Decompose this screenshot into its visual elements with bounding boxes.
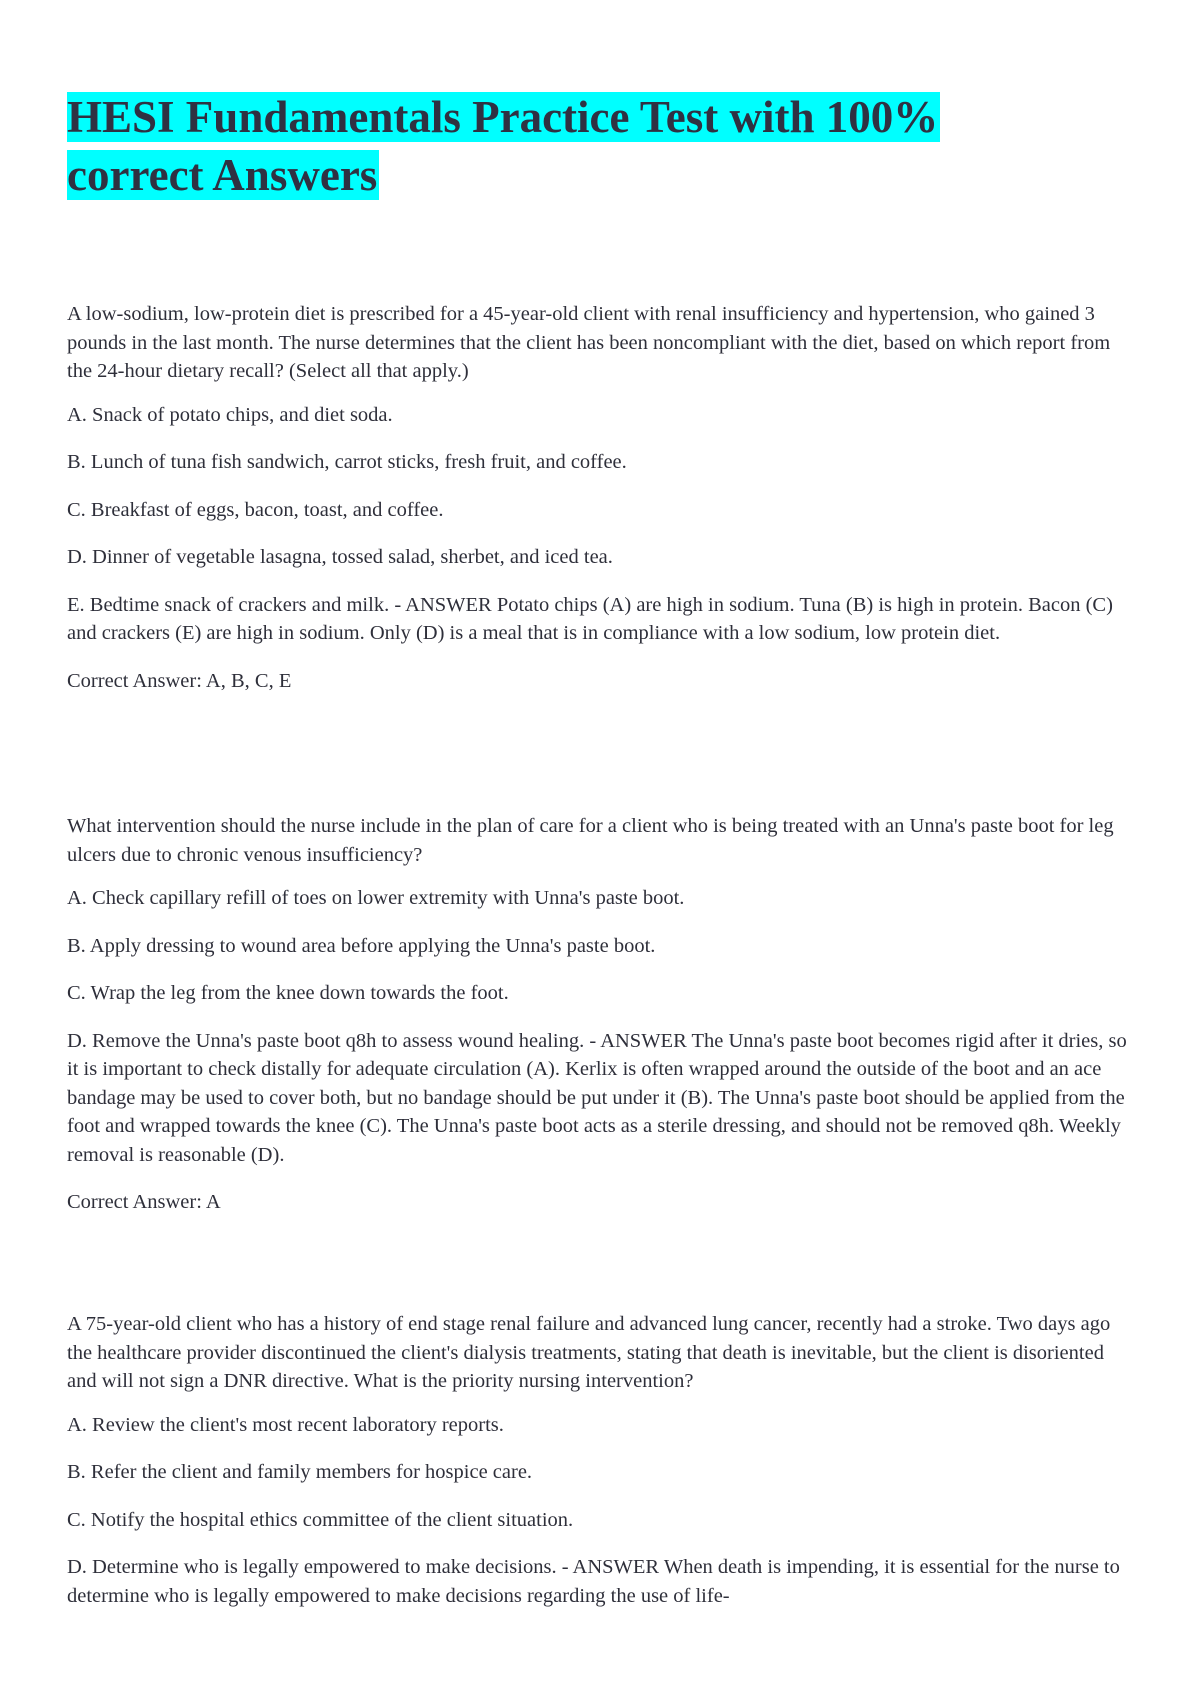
option-d-with-rationale: D. Remove the Unna's paste boot q8h to assess wound healing. - ANSWER The Unna's paste boot becomes rigid after it dries, so it is important to check distally for adequate circulation (A). Kerlix is often wrapped around the outside of the boot and an ace bandage may be used to cover both, but no bandage should be put under it (B). The Unna's paste boot should be applied from the foot and wrapped towards the knee (C). The Unna's paste boot acts as a sterile dressing, and should not be removed q8h. Weekly removal is reasonable (D).	[67, 1029, 1127, 1166]
question-stem: A low-sodium, low-protein diet is prescribed for a 45-year-old client with renal insufficiency and hypertension, who gained 3 pounds in the last month. The nurse determines that the client has been noncompliant with the diet, based on which report from the 24-hour dietary recall? (Select all that apply.)	[67, 303, 1111, 382]
option-e-with-rationale: E. Bedtime snack of crackers and milk. - ANSWER Potato chips (A) are high in sodium. Tuna (B) is high in protein. Bacon (C) and crackers (E) are high in sodium. Only (D) is a meal that is in compliance with a low sodium, low protein diet.	[67, 593, 1113, 644]
question-1	[67, 300, 1127, 695]
question-2	[67, 812, 1127, 1217]
option-b: B. Apply dressing to wound area before applying the Unna's paste boot.	[67, 934, 656, 957]
option-a: A. Review the client's most recent laboratory reports.	[67, 1413, 504, 1436]
option-c: C. Wrap the leg from the knee down towards the foot.	[67, 982, 509, 1004]
correct-answer: Correct Answer: A, B, C, E	[67, 669, 292, 692]
option-d: D. Dinner of vegetable lasagna, tossed salad, sherbet, and iced tea.	[67, 546, 613, 568]
title-line-1: HESI Fundamentals Practice Test with 100%	[67, 92, 939, 142]
option-c: C. Notify the hospital ethics committee of the client situation.	[67, 1508, 574, 1531]
question-stem: A 75-year-old client who has a history of end stage renal failure and advanced lung cancer, recently had a stroke. Two days ago the healthcare provider discontinued the client's dialysis treatments, stating that death is inevitable, but the client is disoriented and will not sign a DNR directive. What is the priority nursing intervention?	[67, 1313, 1111, 1392]
option-a: A. Snack of potato chips, and diet soda.	[67, 403, 393, 426]
option-d-with-rationale: D. Determine who is legally empowered to make decisions. - ANSWER When death is impending, it is essential for the nurse to determine who is legally empowered to make decisions regarding the use of life-	[67, 1556, 1120, 1607]
option-a: A. Check capillary refill of toes on lower extremity with Unna's paste boot.	[67, 887, 685, 909]
question-stem: What intervention should the nurse include in the plan of care for a client who is being treated with an Unna's paste boot for leg ulcers due to chronic venous insufficiency?	[67, 815, 1114, 866]
question-3	[67, 1310, 1127, 1629]
option-b: B. Lunch of tuna fish sandwich, carrot sticks, fresh fruit, and coffee.	[67, 451, 627, 473]
option-b: B. Refer the client and family members for hospice care.	[67, 1461, 533, 1483]
title-line-2: correct Answers	[67, 150, 378, 200]
document-title	[67, 88, 1067, 204]
correct-answer: Correct Answer: A	[67, 1191, 221, 1213]
option-c: C. Breakfast of eggs, bacon, toast, and coffee.	[67, 498, 444, 521]
